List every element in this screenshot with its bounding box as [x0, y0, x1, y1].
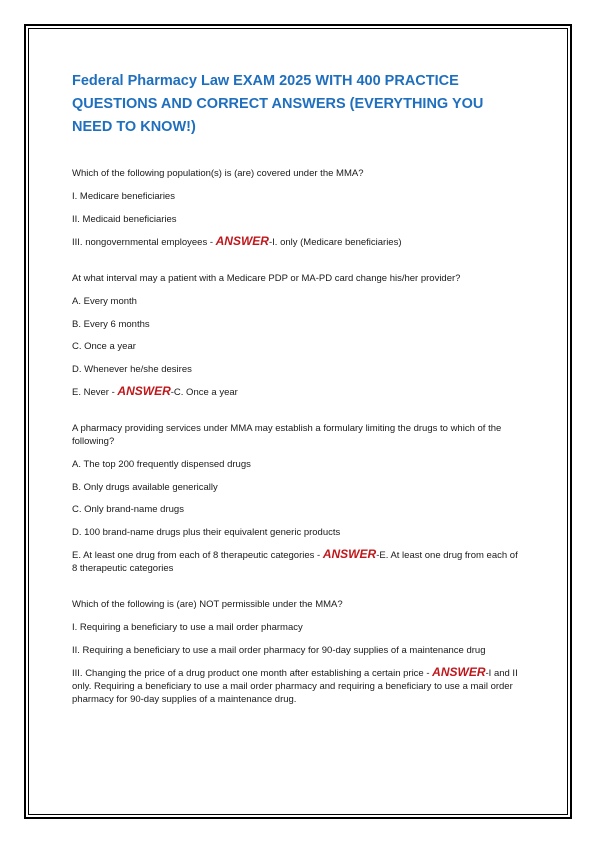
option: B. Every 6 months — [72, 318, 150, 330]
answer-text: -C. Once a year — [170, 387, 238, 398]
answer-label: ANSWER — [215, 234, 269, 248]
option: A. Every month — [72, 296, 137, 307]
question-block-3 — [72, 422, 522, 575]
option-with-answer — [72, 385, 522, 399]
question-block-2 — [72, 272, 522, 399]
answer-text: -I and II only. Requiring a beneficiary to use a mail order pharmacy and requiring a beneficiary to use a mail order pharmacy for 90-day supplies of a maintenance drug. — [72, 668, 518, 705]
document-content — [72, 70, 522, 729]
option: D. Whenever he/she desires — [72, 363, 192, 375]
option: B. Only drugs available generically — [72, 481, 218, 493]
option-with-answer — [72, 235, 522, 249]
option-with-answer — [72, 666, 522, 706]
answer-label: ANSWER — [117, 384, 171, 398]
option: I. Requiring a beneficiary to use a mail order pharmacy — [72, 622, 303, 633]
question-text: A pharmacy providing services under MMA may establish a formulary limiting the drugs to which of the following? — [72, 423, 502, 447]
option: A. The top 200 frequently dispensed drugs — [72, 459, 251, 470]
option-with-answer — [72, 548, 522, 575]
answer-text: -I. only (Medicare beneficiaries) — [268, 237, 402, 248]
answer-label: ANSWER — [322, 547, 377, 561]
option: II. Requiring a beneficiary to use a mail order pharmacy for 90-day supplies of a maintenance drug — [72, 644, 486, 656]
option: C. Once a year — [72, 341, 136, 352]
option: I. Medicare beneficiaries — [72, 191, 175, 202]
option: C. Only brand-name drugs — [72, 504, 184, 515]
document-title: Federal Pharmacy Law EXAM 2025 WITH 400 PRACTICE QUESTIONS AND CORRECT ANSWERS (EVERYTHING YOU NEED TO KNOW!) — [72, 73, 484, 135]
answer-text: -E. At least one drug from each of 8 therapeutic categories — [72, 550, 518, 574]
option: D. 100 brand-name drugs plus their equivalent generic products — [72, 526, 341, 538]
question-block-1 — [72, 167, 522, 249]
option-text: E. At least one drug from each of 8 therapeutic categories - — [72, 550, 323, 561]
question-text: Which of the following is (are) NOT permissible under the MMA? — [72, 599, 343, 610]
question-block-4 — [72, 598, 522, 706]
answer-label: ANSWER — [432, 665, 486, 679]
option-text: E. Never - — [72, 387, 118, 398]
question-text: Which of the following population(s) is (are) covered under the MMA? — [72, 168, 364, 179]
option: II. Medicaid beneficiaries — [72, 213, 177, 225]
option-text: III. Changing the price of a drug product one month after establishing a certain price - — [72, 668, 433, 679]
question-text: At what interval may a patient with a Medicare PDP or MA-PD card change his/her provider? — [72, 273, 461, 284]
option-text: III. nongovernmental employees - — [72, 237, 216, 248]
